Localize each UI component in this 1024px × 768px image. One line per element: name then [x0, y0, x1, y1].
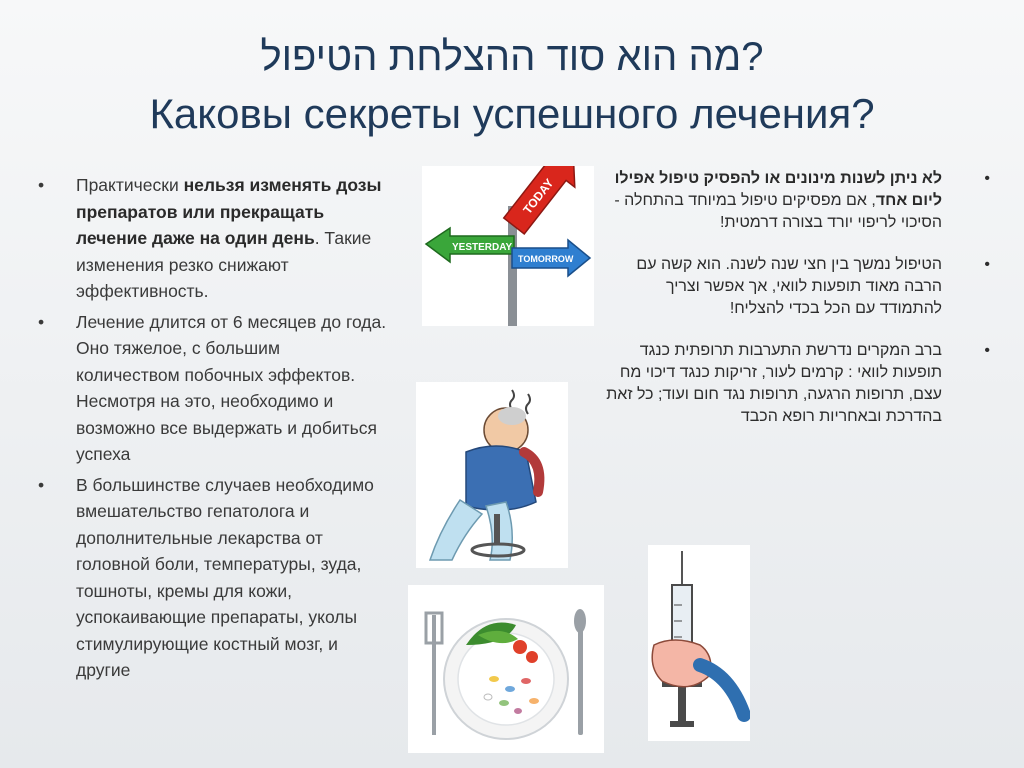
tired-person-image: [416, 382, 568, 568]
yesterday-label: YESTERDAY: [452, 242, 513, 253]
bullet-item: [38, 472, 388, 684]
text: , אם מפסיקים טיפול במיוחד בהתחלה - הסיכוי לריפוי יורד בצורה דרמטית!: [614, 192, 942, 231]
tired-person-icon: [416, 382, 568, 568]
syringe-icon: [648, 545, 750, 741]
slide-title: [0, 30, 1024, 144]
bullet-item: [605, 340, 990, 428]
tomorrow-label: TOMORROW: [518, 254, 574, 264]
title-hebrew: ?מה הוא סוד ההצלחת הטיפול: [260, 35, 764, 79]
right-text-column: [605, 168, 990, 448]
signpost-icon: [422, 166, 594, 326]
bullet-item: [605, 168, 990, 234]
bullet-marker: •: [38, 474, 45, 495]
bullet-marker: •: [984, 256, 990, 273]
bullet-marker: •: [984, 170, 990, 187]
text: ברב המקרים נדרשת התערבות תרופתית כנגד תופעות לוואי : קרמים לעור, זריקות כנגד דיכוי מח עצם, תרופות הרגעה, תרופות נגד חום ועוד; כל זאת בהדרכת ובאחריות רופא הכבד: [606, 342, 942, 425]
pills-plate-image: [408, 585, 604, 753]
text: Практически: [76, 175, 184, 195]
bold-text: нельзя изменять дозы препаратов или прекращать лечение даже на один день: [76, 175, 382, 248]
text: . Такие изменения резко снижают эффективность.: [76, 228, 372, 301]
today-label: TODAY: [520, 176, 557, 217]
right-bullet-list: [605, 168, 990, 428]
bullet-item: [38, 309, 388, 468]
left-text-column: [38, 172, 388, 688]
bullet-marker: •: [38, 311, 45, 332]
bold-text: לא ניתן לשנות מינונים או להפסיק טיפול אפילו ליום אחד: [614, 170, 942, 209]
bullet-marker: •: [984, 342, 990, 359]
bullet-item: [38, 172, 388, 305]
pills-plate-icon: [408, 585, 604, 753]
text: הטיפול נמשך בין חצי שנה לשנה. הוא קשה עם הרבה מאוד תופעות לוואי, אך אפשר וצריך להתמודד עם הכל בכדי להצליח!: [636, 256, 942, 317]
bullet-marker: •: [38, 175, 45, 195]
bullet-item: [605, 254, 990, 320]
syringe-image: [648, 545, 750, 741]
text: Лечение длится от 6 месяцев до года. Оно тяжелое, с большим количеством побочных эффектов. Несмотря на это, необходимо и возможно все выдержать и добиться успеха: [76, 311, 387, 464]
title-russian: Каковы секреты успешного лечения?: [149, 90, 875, 137]
signpost-image: [422, 166, 594, 326]
left-bullet-list: [38, 172, 388, 684]
text: В большинстве случаев необходимо вмешательство гепатолога и дополнительные лекарства от головной боли, температуры, зуда, тошноты, кремы для кожи, успокаивающие препараты, уколы стимулирующие костный мозг, и другие: [76, 474, 374, 680]
